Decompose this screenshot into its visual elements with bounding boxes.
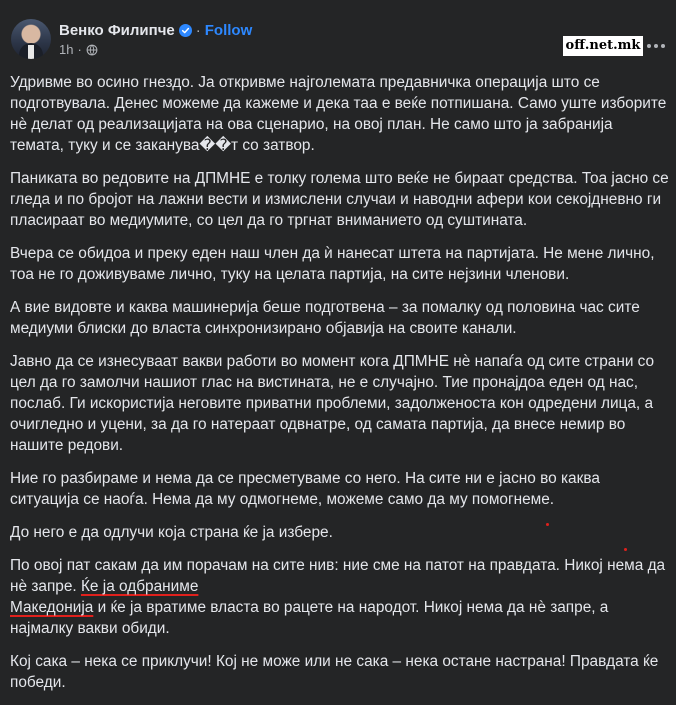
paragraph-4: А вие видовте и каква машинерија беше подготвена – за помалку од половина час сите медиуми блиски до власта синхронизирано објавија на своите канали.: [10, 299, 640, 337]
annotation-mark-1: [546, 523, 549, 526]
author-avatar[interactable]: [11, 19, 51, 59]
verified-badge-icon: [179, 24, 192, 37]
paragraph-1: Удривме во осино гнездо. Ја откривме најголемата предавничка операција што се подготвувала. Денес можеме да кажеме и дека таа е веќе потпишана. Само уште изборите нѐ делат од реализацијата на ова сценарио, на овој план. Не само што ја забранија темата, туку и се заканува��т со затвор.: [10, 74, 667, 154]
paragraph-3: Вчера се обидоа и преку еден наш член да ѝ нанесат штета на партијата. Не мене лично, тоа не го доживуваме лично, туку на целата партија, на сите нејзини членови.: [10, 245, 655, 283]
watermark: off.net.mk: [563, 36, 643, 56]
paragraph-2: Паниката во редовите на ДПМНЕ е толку голема што веќе не бираат средства. Тоа јасно се гледа и по бројот на лажни вести и измислени случаи и наводни афери кои секојдневно ги пласираат во медиумите, со цел да го тргнат вниманието од суштината.: [10, 170, 669, 229]
more-options-icon[interactable]: [644, 36, 668, 56]
author-name[interactable]: Венко Филипче: [59, 21, 175, 39]
annotation-mark-2: [624, 548, 627, 551]
post-timestamp[interactable]: 1h: [59, 41, 74, 57]
time-row: [59, 42, 252, 58]
paragraph-8: [10, 555, 670, 639]
paragraph-8-start: По овој пат сакам да им порачам на сите нив: ние сме на патот на правдата. Никој нема да нѐ запре.: [10, 557, 666, 595]
name-row: [59, 21, 252, 40]
separator-dot: ·: [195, 21, 201, 39]
paragraph-5: Јавно да се изнесуваат вакви работи во момент кога ДПМНЕ нѐ напаѓа од сите страни со цел да го замолчи нашиот глас на вистината, не е случајно. Тие пронајдоа еден од нас, послаб. Ги искористија неговите приватни проблеми, задолженоста кон одредени лица, а очигледно и уцени, за да го натераат одвнатре, од самата партија, да внесе немир во нашите редови.: [10, 353, 655, 454]
paragraph-8-end: и ќе ја вратиме власта во рацете на народот. Никој нема да нѐ запре, а најмалку вакви обиди.: [10, 599, 609, 637]
separator-dot-2: ·: [77, 41, 82, 57]
paragraph-9: Кој сака – нека се приклучи! Кој не може или не сака – нека остане настрана! Правдата ќе победи.: [10, 653, 659, 691]
underlined-phrase-2: Македонија: [10, 599, 94, 616]
underlined-phrase-1: Ќе ја одбраниме: [80, 578, 199, 595]
post-body: [10, 72, 670, 705]
follow-button[interactable]: Follow: [204, 21, 253, 39]
post-meta: [59, 21, 252, 58]
globe-icon: [86, 44, 98, 56]
paragraph-7: До него е да одлучи која страна ќе ја избере.: [10, 524, 333, 541]
post-header: [11, 16, 252, 62]
paragraph-6: Ние го разбираме и нема да се пресметуваме со него. На сите ни е јасно во каква ситуација се наоѓа. Нема да му одмогнеме, можеме само да му помогнеме.: [10, 470, 600, 508]
